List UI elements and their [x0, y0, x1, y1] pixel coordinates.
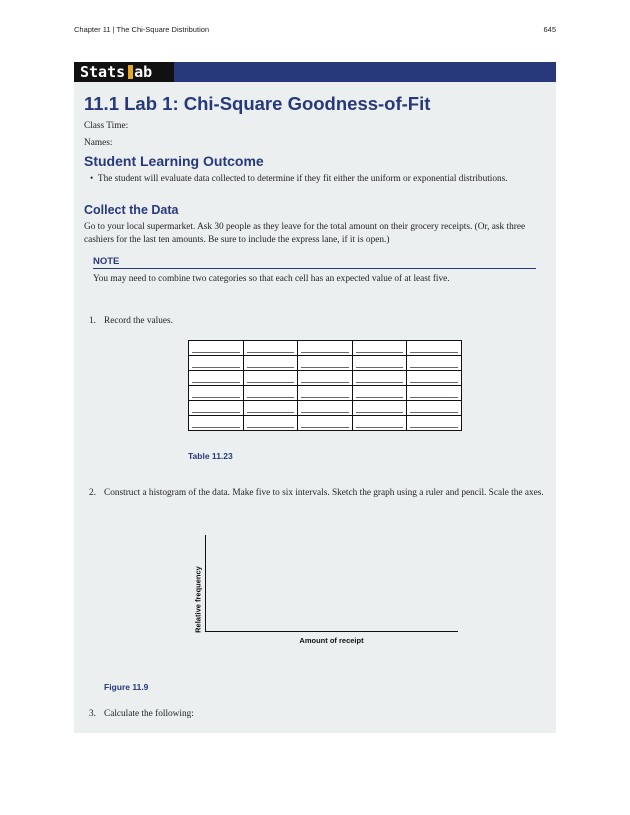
blank-line — [410, 417, 458, 428]
blank-line — [301, 357, 349, 368]
blank-line — [192, 342, 240, 353]
histogram-y-axis — [205, 535, 206, 632]
blank-line — [410, 357, 458, 368]
blank-line — [356, 357, 404, 368]
step-number: 3. — [89, 709, 96, 719]
table-cell — [298, 356, 353, 371]
table-row — [189, 371, 462, 386]
blank-line — [356, 387, 404, 398]
running-header — [74, 25, 556, 34]
table-row — [189, 416, 462, 431]
table-cell — [243, 341, 298, 356]
table-cell — [352, 371, 407, 386]
table-cell — [407, 371, 462, 386]
logo-bar-icon — [128, 65, 133, 79]
step-text: Construct a histogram of the data. Make five to six intervals. Sketch the graph using a ruler and pencil. Scale the axes. — [104, 488, 544, 498]
note-title: NOTE — [93, 256, 536, 269]
step-text: Record the values. — [104, 316, 173, 326]
stats-lab-logo — [74, 62, 174, 82]
blank-line — [356, 402, 404, 413]
table-cell — [407, 386, 462, 401]
table-cell — [189, 371, 244, 386]
blank-line — [301, 372, 349, 383]
collect-paragraph: Go to your local supermarket. Ask 30 people as they leave for the total amount on their grocery receipts. (Or, ask three cashiers for the last ten amounts. Be sure to include the express lane, if it is open.) — [84, 222, 526, 245]
table-cell — [352, 356, 407, 371]
table-cell — [243, 401, 298, 416]
table-cell — [298, 386, 353, 401]
outcome-bullet — [90, 174, 508, 184]
x-axis-label: Amount of receipt — [299, 636, 364, 645]
table-cell — [243, 416, 298, 431]
blank-line — [247, 342, 295, 353]
table-cell — [407, 401, 462, 416]
table-cell — [298, 401, 353, 416]
logo-text-ab: ab — [134, 63, 153, 81]
blank-line — [410, 342, 458, 353]
table-cell — [298, 371, 353, 386]
table-row — [189, 341, 462, 356]
bullet-icon: • — [90, 174, 98, 184]
blank-line — [192, 372, 240, 383]
table-cell — [189, 386, 244, 401]
table-cell — [189, 356, 244, 371]
table-cell — [243, 356, 298, 371]
table-cell — [352, 386, 407, 401]
table-cell — [189, 416, 244, 431]
values-table — [188, 340, 462, 431]
blank-line — [301, 417, 349, 428]
table-row — [189, 356, 462, 371]
page-number: 645 — [543, 25, 556, 34]
blank-line — [356, 372, 404, 383]
table-cell — [298, 341, 353, 356]
blank-line — [410, 402, 458, 413]
logo-text-stats: Stats — [80, 63, 126, 81]
blank-line — [301, 387, 349, 398]
chapter-title: Chapter 11 | The Chi-Square Distribution — [74, 25, 210, 34]
blank-line — [356, 417, 404, 428]
blank-line — [356, 342, 404, 353]
class-time-label: Class Time: — [84, 121, 129, 131]
blank-line — [301, 342, 349, 353]
table-cell — [407, 356, 462, 371]
table-cell — [189, 341, 244, 356]
blank-line — [410, 387, 458, 398]
table-row — [189, 386, 462, 401]
y-axis-label: Relative frequency — [193, 566, 203, 633]
table-cell — [352, 416, 407, 431]
blank-line — [410, 372, 458, 383]
blank-line — [192, 387, 240, 398]
table-cell — [352, 341, 407, 356]
step-text: Calculate the following: — [104, 709, 194, 719]
table-cell — [243, 386, 298, 401]
blank-line — [301, 402, 349, 413]
table-cell — [243, 371, 298, 386]
table-cell — [407, 341, 462, 356]
outcome-bullet-text: The student will evaluate data collected to determine if they fit either the uniform or exponential distributions. — [97, 174, 508, 184]
table-cell — [298, 416, 353, 431]
blank-line — [247, 402, 295, 413]
blank-line — [247, 357, 295, 368]
table-cell — [352, 401, 407, 416]
lab-title: 11.1 Lab 1: Chi-Square Goodness-of-Fit — [84, 93, 431, 114]
stats-lab-banner — [74, 62, 556, 82]
outcome-heading: Student Learning Outcome — [84, 153, 264, 169]
table-row — [189, 401, 462, 416]
blank-line — [247, 387, 295, 398]
table-caption: Table 11.23 — [188, 451, 233, 461]
table-cell — [189, 401, 244, 416]
figure-caption: Figure 11.9 — [104, 682, 149, 692]
collect-heading: Collect the Data — [84, 203, 179, 217]
blank-line — [192, 402, 240, 413]
step-number: 1. — [89, 316, 96, 326]
blank-line — [192, 357, 240, 368]
blank-line — [192, 417, 240, 428]
names-label: Names: — [84, 138, 113, 148]
step-number: 2. — [89, 488, 96, 498]
note-text: You may need to combine two categories so that each cell has an expected value of at least five. — [93, 274, 450, 284]
blank-line — [247, 372, 295, 383]
table-cell — [407, 416, 462, 431]
histogram-x-axis — [205, 631, 458, 632]
blank-line — [247, 417, 295, 428]
